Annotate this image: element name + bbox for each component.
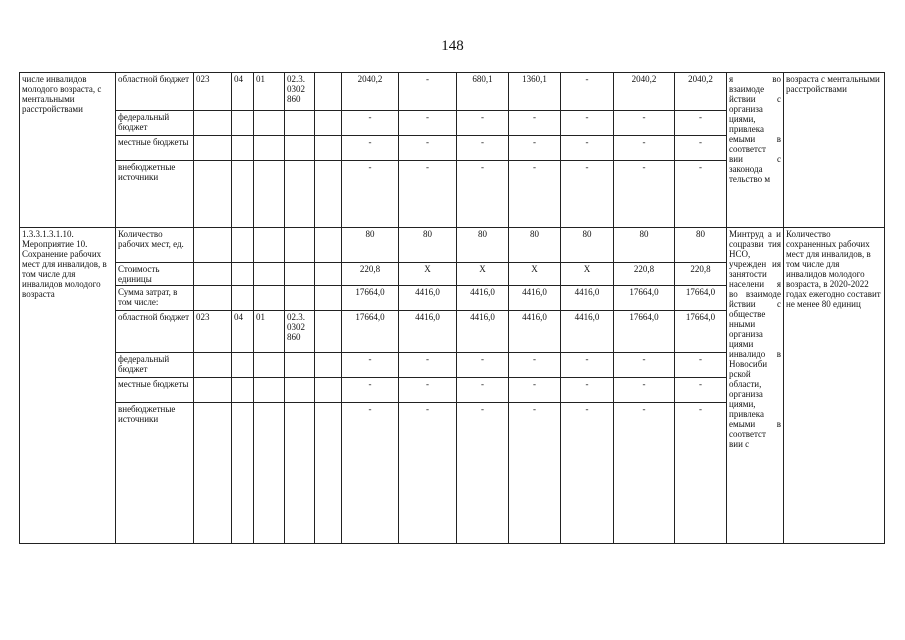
source-label: внебюджетные источники	[116, 161, 194, 228]
budget-code-cell	[285, 228, 315, 263]
budget-code-cell	[285, 286, 315, 311]
value-cell: -	[614, 403, 675, 544]
page-number: 148	[441, 38, 464, 54]
value-cell: -	[561, 353, 614, 378]
value-cell: -	[509, 378, 561, 403]
budget-code-cell	[194, 263, 232, 286]
budget-code-cell	[194, 161, 232, 228]
value-cell: 17664,0	[614, 286, 675, 311]
budget-code-cell	[315, 286, 342, 311]
table-row	[20, 228, 885, 263]
budget-code-cell	[254, 228, 285, 263]
value-cell: -	[614, 136, 675, 161]
budget-code-cell	[194, 111, 232, 136]
value-cell: -	[399, 353, 457, 378]
value-cell: -	[675, 403, 727, 544]
budget-code-cell	[254, 378, 285, 403]
value-cell: -	[675, 353, 727, 378]
value-cell: -	[614, 161, 675, 228]
value-cell: -	[614, 111, 675, 136]
value-cell: -	[399, 403, 457, 544]
budget-code-cell	[285, 403, 315, 544]
budget-code-cell	[194, 403, 232, 544]
expected-result-cell: Количество сохраненных рабочих мест для инвалидов, в том числе для инвалидов молодого возраста, в 2020-2022 годах ежегодно составит не менее 80 единиц	[784, 228, 885, 544]
value-cell: -	[561, 378, 614, 403]
value-cell: 220,8	[342, 263, 399, 286]
value-cell: 2040,2	[614, 73, 675, 111]
budget-code-cell: 02.3. 0302 860	[285, 73, 315, 111]
budget-code-cell	[285, 353, 315, 378]
budget-table	[19, 72, 885, 544]
value-cell: 4416,0	[509, 311, 561, 353]
value-cell: 4416,0	[561, 311, 614, 353]
value-cell: -	[342, 111, 399, 136]
budget-code-cell	[315, 228, 342, 263]
value-cell: -	[457, 161, 509, 228]
budget-code-cell	[232, 161, 254, 228]
budget-code-cell	[315, 111, 342, 136]
value-cell: -	[399, 378, 457, 403]
budget-code-cell	[315, 353, 342, 378]
budget-code-cell	[315, 403, 342, 544]
budget-code-cell	[315, 136, 342, 161]
value-cell: -	[561, 136, 614, 161]
measure-title: 1.3.3.1.3.1.10. Мероприятие 10. Сохранение рабочих мест для инвалидов, в том числе для инвалидов молодого возраста	[20, 228, 116, 544]
value-cell: -	[399, 73, 457, 111]
value-cell: -	[561, 111, 614, 136]
budget-code-cell	[232, 378, 254, 403]
budget-code-cell	[254, 263, 285, 286]
value-cell: -	[509, 353, 561, 378]
value-cell: X	[457, 263, 509, 286]
value-cell: 80	[561, 228, 614, 263]
value-cell: 1360,1	[509, 73, 561, 111]
budget-code-cell	[232, 286, 254, 311]
value-cell: 4416,0	[399, 286, 457, 311]
source-label: областной бюджет	[116, 73, 194, 111]
value-cell: 80	[675, 228, 727, 263]
value-cell: -	[614, 353, 675, 378]
budget-code-cell: 023	[194, 311, 232, 353]
budget-code-cell	[285, 161, 315, 228]
source-label: федеральный бюджет	[116, 353, 194, 378]
value-cell: -	[675, 161, 727, 228]
budget-code-cell: 02.3. 0302 860	[285, 311, 315, 353]
executor-cell: я во взаимоде йствии с организа циями, привлека емыми в соответст вии с законода тельство м	[727, 73, 784, 228]
budget-code-cell: 04	[232, 311, 254, 353]
budget-code-cell	[194, 286, 232, 311]
value-cell: -	[675, 111, 727, 136]
budget-code-cell	[315, 73, 342, 111]
budget-code-cell: 01	[254, 73, 285, 111]
value-cell: 17664,0	[342, 286, 399, 311]
value-cell: 17664,0	[342, 311, 399, 353]
budget-code-cell	[315, 161, 342, 228]
value-cell: 220,8	[675, 263, 727, 286]
expected-result-cell: возраста с ментальными расстройствами	[784, 73, 885, 228]
value-cell: 680,1	[457, 73, 509, 111]
value-cell: 80	[509, 228, 561, 263]
value-cell: -	[457, 111, 509, 136]
value-cell: -	[399, 161, 457, 228]
source-label: местные бюджеты	[116, 136, 194, 161]
budget-code-cell	[232, 263, 254, 286]
budget-code-cell: 04	[232, 73, 254, 111]
budget-code-cell	[194, 228, 232, 263]
measure-title: числе инвалидов молодого возраста, с ментальными расстройствами	[20, 73, 116, 228]
value-cell: -	[675, 378, 727, 403]
value-cell: -	[675, 136, 727, 161]
value-cell: -	[614, 378, 675, 403]
budget-code-cell: 023	[194, 73, 232, 111]
value-cell: 80	[399, 228, 457, 263]
value-cell: -	[399, 136, 457, 161]
budget-code-cell	[232, 228, 254, 263]
value-cell: -	[561, 73, 614, 111]
value-cell: 220,8	[614, 263, 675, 286]
budget-code-cell	[194, 136, 232, 161]
value-cell: 4416,0	[509, 286, 561, 311]
executor-cell: Минтруд а и соцразви тия НСО, учрежден ия занятости населени я во взаимоде йствии с обществе нными организа циями инвалидо в Новосиби рской области, организа циями, привлека емыми в соответст вии с	[727, 228, 784, 544]
budget-code-cell	[232, 111, 254, 136]
value-cell: -	[342, 353, 399, 378]
budget-code-cell	[285, 378, 315, 403]
table-row	[20, 73, 885, 111]
value-cell: 4416,0	[561, 286, 614, 311]
value-cell: X	[509, 263, 561, 286]
budget-code-cell	[254, 403, 285, 544]
value-cell: -	[509, 403, 561, 544]
value-cell: -	[509, 161, 561, 228]
value-cell: 17664,0	[614, 311, 675, 353]
value-cell: -	[457, 136, 509, 161]
budget-code-cell	[315, 311, 342, 353]
budget-code-cell	[285, 111, 315, 136]
budget-code-cell	[254, 111, 285, 136]
budget-code-cell	[254, 161, 285, 228]
source-label: Сумма затрат, в том числе:	[116, 286, 194, 311]
source-label: Стоимость единицы	[116, 263, 194, 286]
value-cell: 2040,2	[675, 73, 727, 111]
source-label: местные бюджеты	[116, 378, 194, 403]
budget-code-cell	[194, 378, 232, 403]
value-cell: -	[342, 403, 399, 544]
source-label: областной бюджет	[116, 311, 194, 353]
value-cell: -	[457, 378, 509, 403]
value-cell: -	[457, 353, 509, 378]
budget-code-cell	[254, 353, 285, 378]
budget-code-cell	[254, 136, 285, 161]
value-cell: 4416,0	[457, 311, 509, 353]
value-cell: -	[509, 136, 561, 161]
table-body	[20, 73, 885, 544]
value-cell: 17664,0	[675, 286, 727, 311]
budget-code-cell	[194, 353, 232, 378]
budget-code-cell: 01	[254, 311, 285, 353]
budget-code-cell	[285, 263, 315, 286]
value-cell: -	[509, 111, 561, 136]
source-label: внебюджетные источники	[116, 403, 194, 544]
value-cell: 4416,0	[399, 311, 457, 353]
value-cell: 2040,2	[342, 73, 399, 111]
source-label: Количество рабочих мест, ед.	[116, 228, 194, 263]
value-cell: -	[399, 111, 457, 136]
value-cell: 80	[342, 228, 399, 263]
value-cell: 4416,0	[457, 286, 509, 311]
budget-code-cell	[232, 403, 254, 544]
value-cell: 17664,0	[675, 311, 727, 353]
value-cell: -	[561, 161, 614, 228]
value-cell: -	[561, 403, 614, 544]
budget-code-cell	[232, 353, 254, 378]
value-cell: 80	[457, 228, 509, 263]
budget-code-cell	[254, 286, 285, 311]
source-label: федеральный бюджет	[116, 111, 194, 136]
value-cell: -	[342, 378, 399, 403]
budget-code-cell	[315, 263, 342, 286]
value-cell: -	[457, 403, 509, 544]
budget-code-cell	[315, 378, 342, 403]
value-cell: -	[342, 161, 399, 228]
value-cell: -	[342, 136, 399, 161]
budget-code-cell	[232, 136, 254, 161]
value-cell: X	[561, 263, 614, 286]
value-cell: X	[399, 263, 457, 286]
budget-code-cell	[285, 136, 315, 161]
value-cell: 80	[614, 228, 675, 263]
